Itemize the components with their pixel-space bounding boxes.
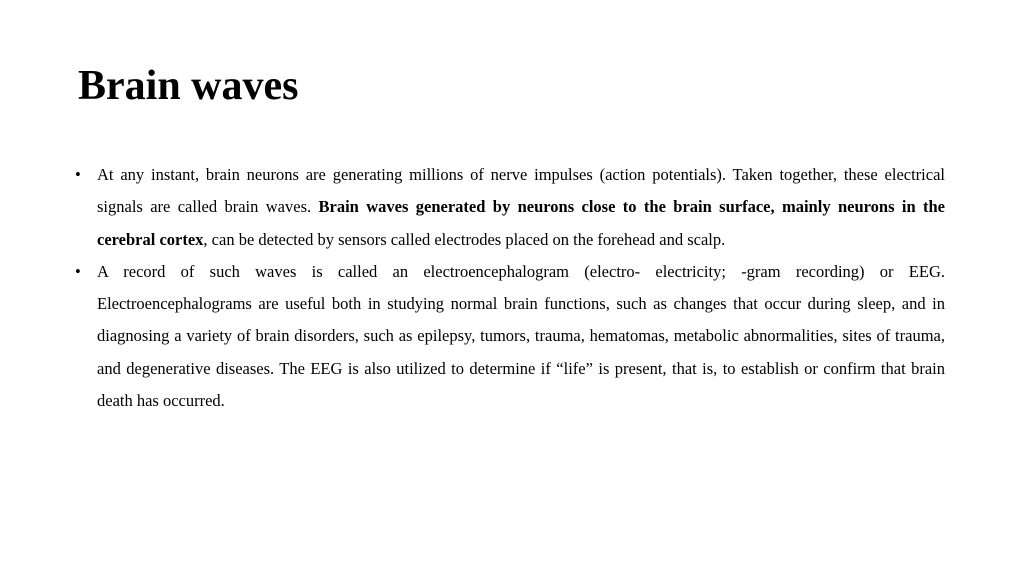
bullet-marker: • — [75, 261, 81, 281]
bullet-list — [75, 159, 945, 417]
bullet-text-bold: Brain waves generated by neurons close to the brain surface, mainly neurons in the cerebral cortex — [97, 197, 945, 249]
bullet-item-2 — [75, 256, 945, 417]
bullet-item-1 — [75, 159, 945, 256]
bullet-marker: • — [75, 165, 81, 184]
bullet-text: A record of such waves is called an electroencephalogram (electro- electricity; -gram recording) or EEG. Electroencephalograms are useful both in studying normal brain functions, such as changes that occur during sleep, and in diagnosing a variety of brain disorders, such as epilepsy, tumors, trauma, hematomas, metabolic abnormalities, sites of trauma, and degenerative diseases. The EEG is also utilized to determine if “life” is present, that is, to establish or confirm that brain death has occurred. — [97, 261, 945, 411]
slide-title: Brain waves — [78, 63, 299, 109]
bullet-text-lead: At any instant, brain neurons are generating millions of nerve impulses (action potentials). Taken together, these electrical signals are called brain waves. — [97, 165, 945, 217]
bullet-text-tail: , can be detected by sensors called electrodes placed on the forehead and scalp. — [203, 229, 726, 249]
